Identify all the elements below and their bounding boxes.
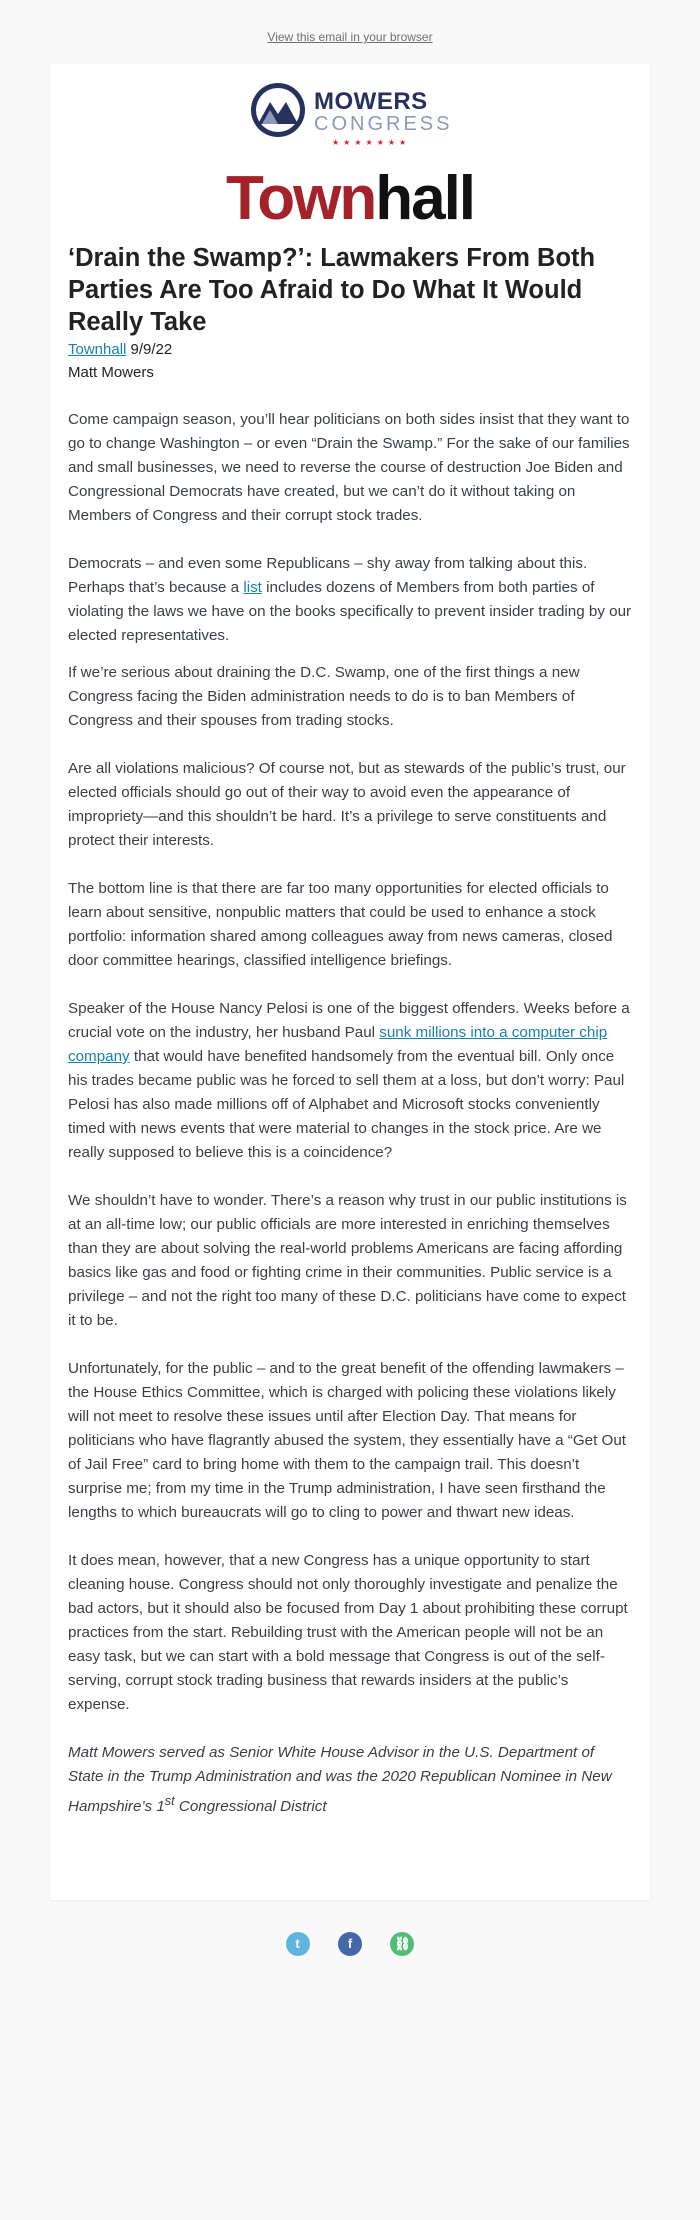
paragraph-3: If we’re serious about draining the D.C. Swamp, one of the first things a new Congress facing the Biden administration needs to do is to ban Members of Congress and their spouses from trading stocks. — [68, 664, 580, 729]
facebook-icon[interactable]: f — [338, 1932, 362, 1956]
paragraph-6-text-a: Speaker of the House Nancy Pelosi is one of the biggest offenders. Weeks before a crucial vote on the industry, her husband Paul — [68, 1000, 630, 1041]
paragraph-9: It does mean, however, that a new Congress has a unique opportunity to start cleaning house. Congress should not only thoroughly investigate and penalize the bad actors, but it should also be focused from Day 1 about prohibiting these corrupt practices from the start. Rebuilding trust with the American people will not be an easy task, but we can start with a bold message that Congress is out of the self-serving, corrupt stock trading business that rewards insiders at the public’s expense. — [68, 1552, 628, 1713]
mowers-congress-logo — [248, 80, 453, 147]
paragraph-2-text-a: Democrats – and even some Republicans – shy away from talking about this. Perhaps that’s because a — [68, 555, 588, 596]
paragraph-4: Are all violations malicious? Of course not, but as stewards of the public’s trust, our elected officials should go out of their way to avoid even the appearance of impropriety—and this shouldn’t be hard. It’s a privilege to serve constituents and protect their interests. — [68, 760, 626, 849]
paragraph-1: Come campaign season, you’ll hear politicians on both sides insist that they want to go to change Washington – or even “Drain the Swamp.” For the sake of our families and small businesses, we need to reverse the course of destruction Joe Biden and Congressional Democrats have created, but we can’t do it without taking on Members of Congress and their corrupt stock trades. — [68, 411, 630, 524]
bio-superscript: st — [164, 1794, 175, 1808]
paragraph-8: Unfortunately, for the public – and to the great benefit of the offending lawmakers – the House Ethics Committee, which is charged with policing these violations likely will not meet to resolve these issues until after Election Day. That means for politicians who have flagrantly abused the system, they essentially have a “Get Out of Jail Free” card to bring home with them to the campaign trail. This doesn’t surprise me; from my time in the Trump administration, I have seen firsthand the lengths to which bureaucrats will go to cling to power and thwart new ideas. — [68, 1360, 627, 1521]
social-links — [0, 1932, 700, 1956]
computer-chip-link[interactable]: sunk millions into a computer chip company — [68, 1024, 608, 1065]
list-link[interactable]: list — [243, 579, 262, 596]
paragraph-7: We shouldn’t have to wonder. There’s a reason why trust in our public institutions is at an all-time low; our public officials are more interested in enriching themselves than they are about solving the real-world problems Americans are facing affording basics like gas and food or fighting crime in their communities. Public service is a privilege – and not the right too many of these D.C. politicians have come to expect it to be. — [68, 1192, 627, 1329]
article-title: ‘Drain the Swamp?’: Lawmakers From Both Parties Are Too Afraid to Do What It Would Really Take — [68, 244, 596, 336]
article-meta — [68, 338, 632, 384]
bio-text-a: Matt Mowers served as Senior White House Advisor in the U.S. Department of State in the Trump Administration and was the 2020 Republican Nominee in New Hampshire’s 1 — [68, 1744, 612, 1816]
bio-text-b: Congressional District — [174, 1798, 327, 1816]
paragraph-2-text-b: includes dozens of Members from both parties of violating the laws we have on the books specifically to prevent insider trading by our elected representatives. — [68, 579, 632, 644]
source-link[interactable]: Townhall — [68, 341, 127, 358]
paragraph-2 — [68, 552, 632, 648]
paragraph-6-text-b: that would have benefited handsomely from the eventual bill. Only once his trades became public was he forced to sell them at a loss, but don’t worry: Paul Pelosi has also made millions off of Alphabet and Microsoft stocks conveniently timed with news events that were material to changes in the stock price. Are we really supposed to believe this is a coincidence? — [68, 1048, 625, 1161]
logo-name-top: MOWERS — [314, 88, 428, 115]
paragraph-5: The bottom line is that there are far too many opportunities for elected officials to learn about sensitive, nonpublic matters that could be used to enhance a stock portfolio: information shared among colleagues away from news cameras, closed door committee hearings, classified intelligence briefings. — [68, 880, 613, 969]
twitter-icon[interactable]: t — [286, 1932, 310, 1956]
masthead-hall: hall — [375, 164, 475, 233]
link-icon[interactable]: ⛓ — [390, 1932, 414, 1956]
mountain-logo-icon — [248, 80, 308, 140]
masthead-town: Town — [225, 164, 376, 233]
author-bio — [68, 1741, 632, 1819]
logo-stars: ★★★★★★★ — [332, 138, 411, 147]
townhall-masthead — [50, 164, 650, 234]
article-author: Matt Mowers — [68, 364, 154, 381]
email-card — [50, 64, 650, 1900]
paragraph-6 — [68, 997, 632, 1165]
view-in-browser-link[interactable]: View this email in your browser — [267, 30, 433, 44]
preheader — [0, 0, 700, 64]
article-content — [68, 242, 632, 1819]
article-date: 9/9/22 — [126, 341, 173, 358]
logo-name-bottom: CONGRESS — [314, 113, 453, 135]
